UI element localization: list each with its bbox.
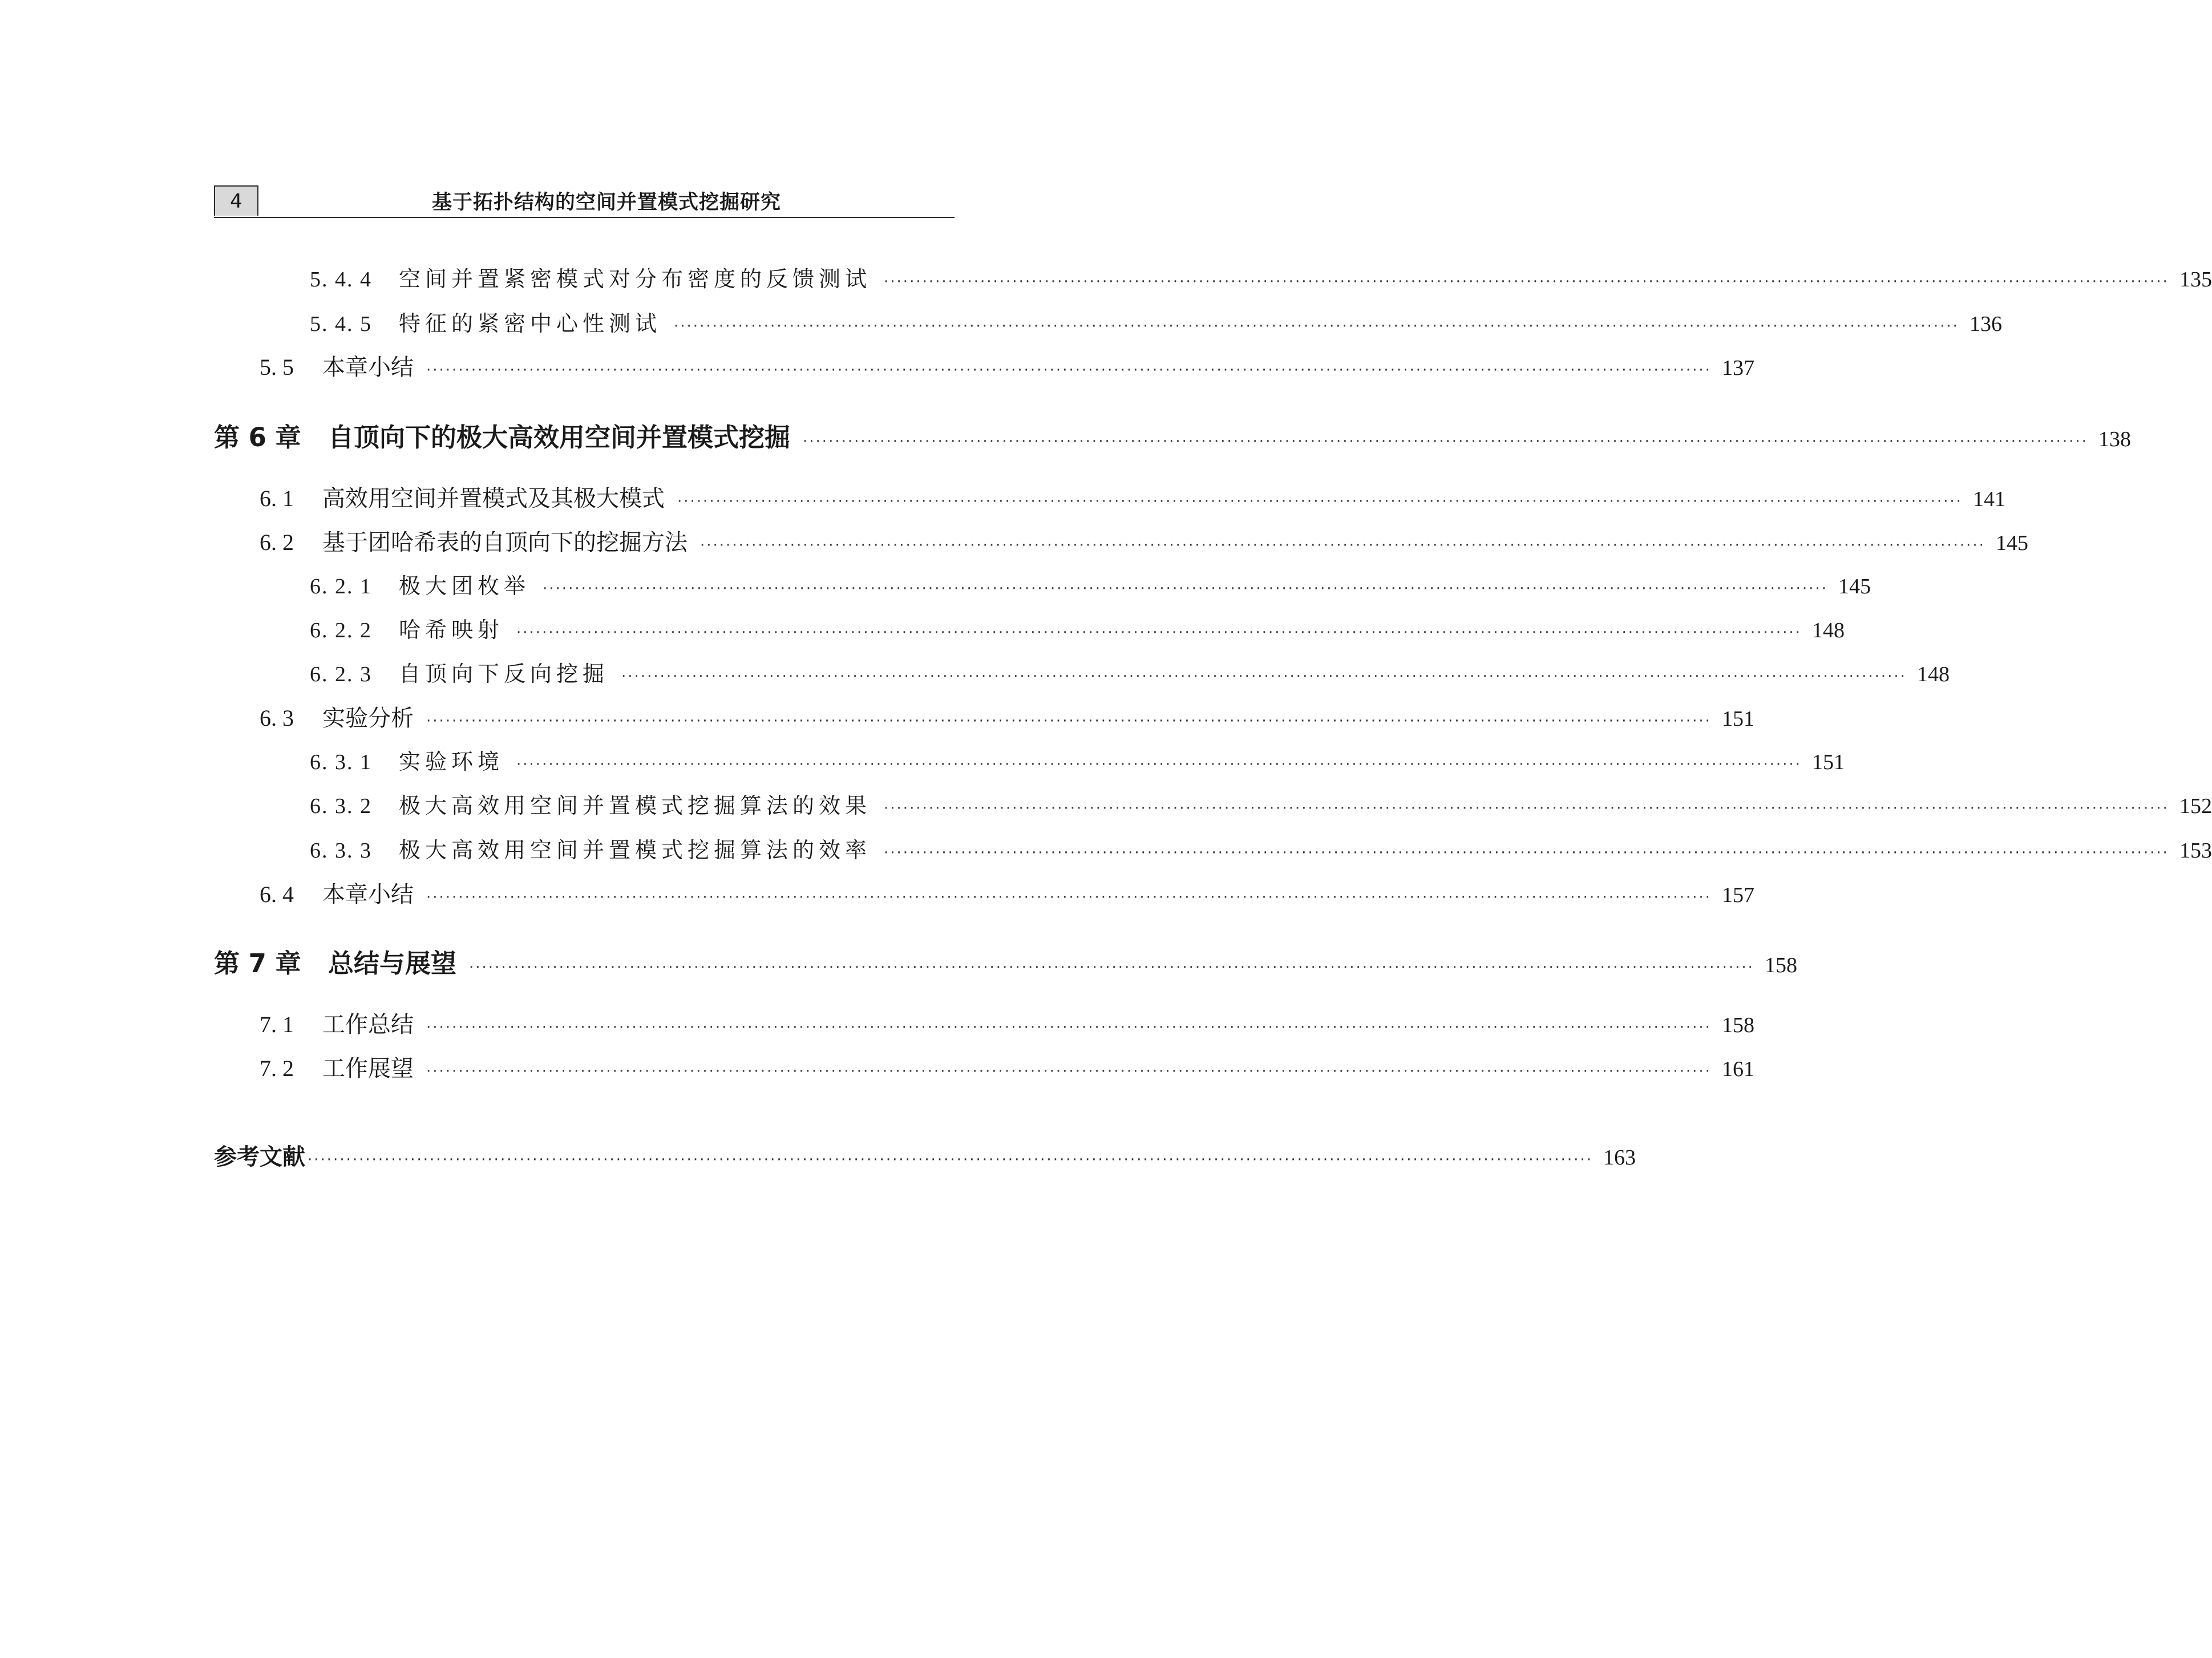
toc-entry-number: 6. 3. 3 xyxy=(310,839,372,863)
dot-leader: ········································································································································································································ xyxy=(674,318,1959,335)
toc-entry[interactable] xyxy=(260,1006,1754,1039)
toc-entry-title: 本章小结 xyxy=(322,881,414,908)
toc-entry-number: 5. 5 xyxy=(260,354,294,380)
toc-entry[interactable] xyxy=(310,568,1871,600)
toc-entry-title: 实验分析 xyxy=(322,705,414,731)
toc-entry[interactable] xyxy=(260,876,1754,909)
dot-leader: ········································································································································································································ xyxy=(469,959,1754,976)
toc-entry[interactable] xyxy=(260,700,1754,733)
toc-entry-page: 153 xyxy=(2179,839,2212,863)
toc-entry[interactable] xyxy=(214,416,2131,454)
dot-leader: ········································································································································································································ xyxy=(621,668,1907,685)
dot-leader: ········································································································································································································ xyxy=(426,713,1712,730)
toc-entry[interactable] xyxy=(260,524,2028,557)
toc-entry[interactable] xyxy=(260,480,2005,513)
toc-entry-page: 137 xyxy=(1721,356,1754,380)
toc-entry-page: 161 xyxy=(1721,1057,1754,1081)
toc-entry[interactable] xyxy=(214,1139,1636,1171)
toc-entry-page: 151 xyxy=(1721,707,1754,731)
toc-entry-title: 哈希映射 xyxy=(399,617,504,642)
toc-entry[interactable] xyxy=(310,612,1845,644)
dot-leader: ········································································································································································································ xyxy=(884,844,2169,862)
book-title: 基于拓扑结构的空间并置模式挖掘研究 xyxy=(431,191,781,214)
toc-entry-number: 6. 3 xyxy=(260,705,294,731)
toc-entry-title: 极大团枚举 xyxy=(399,573,531,599)
dot-leader: ········································································································································································································ xyxy=(426,1019,1712,1036)
dot-leader: ········································································································································································································ xyxy=(700,537,1985,554)
toc-entry-page: 136 xyxy=(1969,312,2002,336)
toc-entry-title: 自顶向下的极大高效用空间并置模式挖掘 xyxy=(328,422,791,452)
dot-leader: ········································································································································································································ xyxy=(803,433,2088,450)
toc-entry-page: 158 xyxy=(1721,1013,1754,1037)
dot-leader: ········································································································································································································ xyxy=(426,362,1712,379)
toc-entry[interactable] xyxy=(310,788,2212,819)
dot-leader: ········································································································································································································ xyxy=(543,580,1828,597)
page-number: 4 xyxy=(214,185,258,216)
dot-leader: ········································································································································································································ xyxy=(884,273,2169,290)
dot-leader: ········································································································································································································ xyxy=(677,493,1963,510)
toc-entry-page: 148 xyxy=(1811,618,1845,642)
toc-entry-page: 157 xyxy=(1721,883,1754,907)
toc-entry-title: 极大高效用空间并置模式挖掘算法的效率 xyxy=(399,838,872,863)
toc-entry[interactable] xyxy=(310,261,2212,293)
dot-leader: ········································································································································································································ xyxy=(426,889,1712,906)
dot-leader: ········································································································································································································ xyxy=(426,1063,1712,1080)
toc-entry-title: 基于团哈希表的自顶向下的挖掘方法 xyxy=(322,529,688,556)
toc-entry-title: 工作展望 xyxy=(322,1056,414,1082)
toc-entry-number: 6. 4 xyxy=(260,881,294,907)
toc-entry-page: 141 xyxy=(1972,487,2005,511)
toc-entry-title: 空间并置紧密模式对分布密度的反馈测试 xyxy=(399,266,872,292)
toc-entry-page: 163 xyxy=(1603,1146,1636,1170)
toc-entry-title: 特征的紧密中心性测试 xyxy=(399,311,662,336)
toc-entry-page: 145 xyxy=(1995,531,2028,555)
toc-entry[interactable] xyxy=(260,1050,1754,1083)
toc-entry-page: 148 xyxy=(1916,662,1950,686)
toc-entry-page: 135 xyxy=(2179,268,2212,292)
toc-entry-page: 152 xyxy=(2179,794,2212,818)
toc-entry[interactable] xyxy=(310,306,2002,337)
toc-entry-number: 第 7 章 xyxy=(214,948,301,978)
dot-leader: ········································································································································································································ xyxy=(516,624,1802,641)
dot-leader: ········································································································································································································ xyxy=(516,756,1802,773)
toc-entry-title: 自顶向下反向挖掘 xyxy=(399,661,609,686)
dot-leader: ········································································································································································································ xyxy=(308,1151,1593,1168)
toc-entry-page: 145 xyxy=(1838,575,1871,599)
toc-entry-number: 6. 3. 2 xyxy=(310,794,372,818)
toc-entry-number: 6. 2 xyxy=(260,529,294,555)
toc-entry[interactable] xyxy=(260,349,1754,382)
toc-entry[interactable] xyxy=(310,656,1950,688)
toc-entry[interactable] xyxy=(214,943,1797,980)
toc-entry-number: 7. 1 xyxy=(260,1012,294,1037)
toc-entry-page: 158 xyxy=(1764,953,1797,977)
toc-entry-number: 5. 4. 4 xyxy=(310,268,372,292)
toc-entry-title: 高效用空间并置模式及其极大模式 xyxy=(322,486,665,512)
toc-entry-number: 6. 2. 2 xyxy=(310,618,372,642)
toc-entry-page: 138 xyxy=(2098,427,2131,451)
toc-entry-title: 极大高效用空间并置模式挖掘算法的效果 xyxy=(399,793,872,818)
toc-entry-title: 实验环境 xyxy=(399,749,504,774)
toc-entry-title: 总结与展望 xyxy=(328,948,457,978)
toc-entry-number: 6. 1 xyxy=(260,486,294,511)
toc-entry-title: 参考文献 xyxy=(214,1144,305,1170)
toc-entry-number: 6. 2. 1 xyxy=(310,575,372,599)
toc-entry-number: 6. 2. 3 xyxy=(310,662,372,686)
toc-entry-title: 本章小结 xyxy=(322,354,414,381)
dot-leader: ········································································································································································································ xyxy=(884,800,2169,817)
toc-entry-number: 5. 4. 5 xyxy=(310,312,372,336)
toc-entry-title: 工作总结 xyxy=(322,1012,414,1038)
toc-entry-page: 151 xyxy=(1811,750,1845,774)
toc-entry[interactable] xyxy=(310,744,1845,775)
toc-entry-number: 第 6 章 xyxy=(214,422,301,452)
toc-entry-number: 6. 3. 1 xyxy=(310,750,372,774)
toc-entry[interactable] xyxy=(310,832,2212,864)
toc-entry-number: 7. 2 xyxy=(260,1056,294,1081)
